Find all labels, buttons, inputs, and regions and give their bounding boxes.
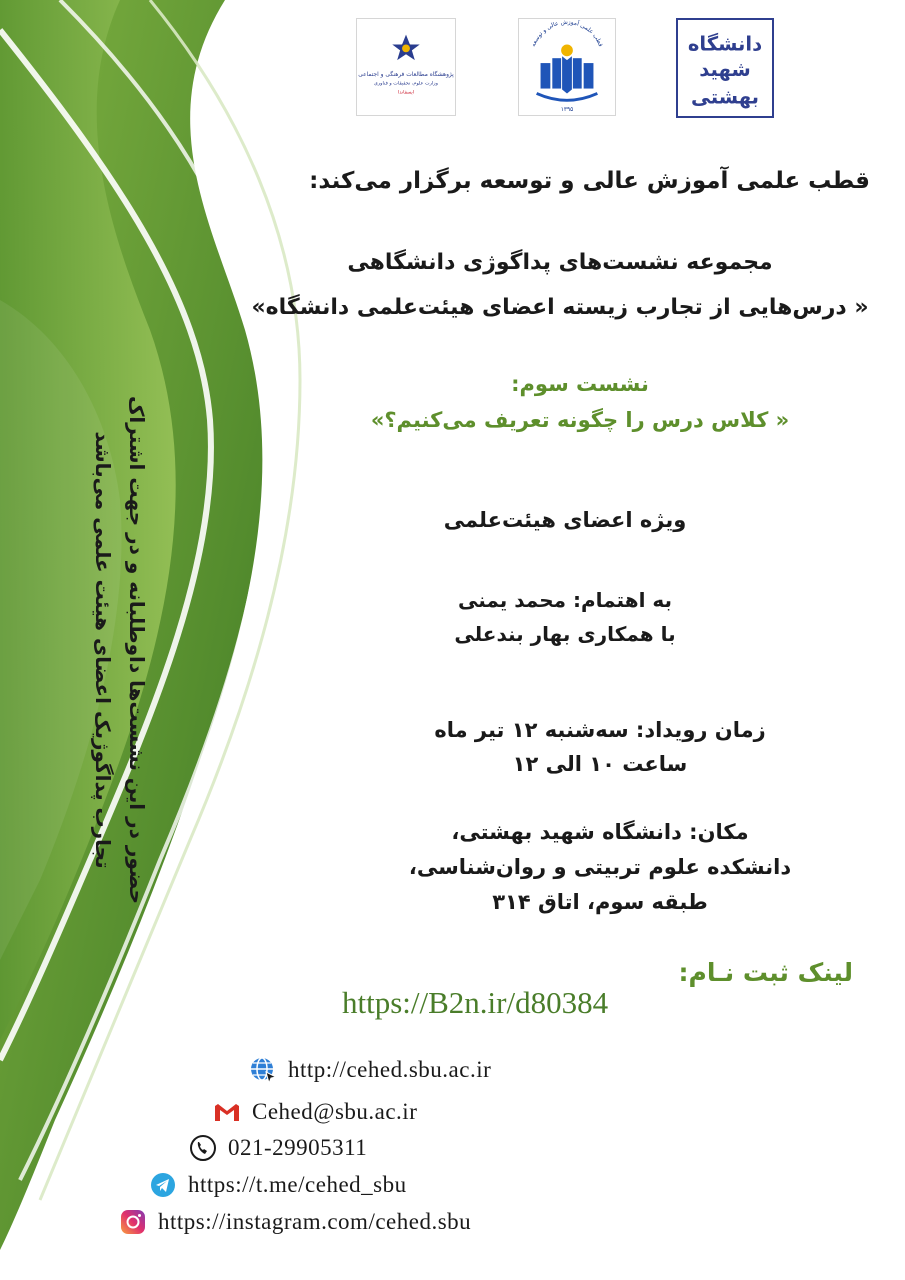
location-line-3: طبقه سوم، اتاق ۳۱۴ xyxy=(492,890,708,914)
higher-education-hub-logo xyxy=(518,18,616,116)
registration-link[interactable]: https://B2n.ir/d80384 xyxy=(342,985,609,1020)
email-address[interactable]: Cehed@sbu.ac.ir xyxy=(252,1099,418,1124)
logo-caption-line1: پژوهشگاه مطالعات فرهنگی و اجتماعی xyxy=(358,71,454,78)
hub-logo-year: ۱۳۹۵ xyxy=(560,107,574,114)
intro-heading: قطب علمی آموزش عالی و توسعه برگزار می‌کند: xyxy=(309,168,870,194)
sbu-logo-line3: بهشتی xyxy=(691,85,759,109)
sbu-logo-line1: دانشگاه xyxy=(687,32,763,56)
logo-caption-line3: ایسفاندا xyxy=(397,89,415,96)
audience-note: ویژه اعضای هیئت‌علمی xyxy=(443,508,687,532)
event-hours: ساعت ۱۰ الی ۱۲ xyxy=(512,752,688,776)
contact-email[interactable] xyxy=(212,1097,417,1127)
series-subtitle: « درس‌هایی از تجارب زیسته اعضای هیئت‌علمی دانشگاه» xyxy=(251,295,869,320)
location-line-2: دانشکده علوم تربیتی و روان‌شناسی، xyxy=(408,855,792,879)
phone-icon xyxy=(188,1133,218,1163)
contact-website[interactable] xyxy=(248,1055,491,1085)
event-date: زمان رویداد: سه‌شنبه ۱۲ تیر ماه xyxy=(434,718,766,742)
telegram-url[interactable]: https://t.me/cehed_sbu xyxy=(188,1172,407,1197)
globe-cursor-icon xyxy=(248,1055,278,1085)
phone-number[interactable]: 021-29905311 xyxy=(228,1135,368,1160)
side-note xyxy=(60,350,180,950)
sbu-logo-line2: شهید xyxy=(699,57,751,81)
organizer-line: به اهتمام: محمد یمنی xyxy=(457,588,673,612)
shahid-beheshti-university-logo xyxy=(676,18,774,118)
gmail-icon xyxy=(212,1097,242,1127)
side-note-line-2: تجارب پداگوژیک اعضای هیئت علمی می‌باشد xyxy=(91,431,115,869)
research-institute-logo xyxy=(356,18,456,116)
collaborator-line: با همکاری بهار بندعلی xyxy=(454,622,676,646)
side-note-line-1: حضور در این نشست‌ها داوطلبانه و در جهت اشتراک xyxy=(125,395,149,905)
website-url[interactable]: http://cehed.sbu.ac.ir xyxy=(288,1057,492,1082)
telegram-icon xyxy=(148,1170,178,1200)
contact-instagram[interactable] xyxy=(118,1207,471,1237)
registration-label: لینک ثبت نـام: xyxy=(678,958,853,987)
hub-logo-caption: قطب علمی آموزش عالی و توسعه xyxy=(530,19,604,48)
contact-phone[interactable] xyxy=(188,1133,367,1163)
svg-text:قطب علمی آموزش عالی و توسعه xyxy=(531,19,603,48)
instagram-url[interactable]: https://instagram.com/cehed.sbu xyxy=(158,1209,472,1234)
series-title: مجموعه نشست‌های پداگوژی دانشگاهی xyxy=(347,250,773,275)
location-line-1: مکان: دانشگاه شهید بهشتی، xyxy=(451,820,749,844)
session-label: نشست سوم: xyxy=(511,372,649,396)
session-title: « کلاس درس را چگونه تعریف می‌کنیم؟» xyxy=(370,408,790,432)
instagram-icon xyxy=(118,1207,148,1237)
logo-caption-line2: وزارت علوم، تحقیقات و فناوری xyxy=(374,80,438,87)
contact-telegram[interactable] xyxy=(148,1170,407,1200)
